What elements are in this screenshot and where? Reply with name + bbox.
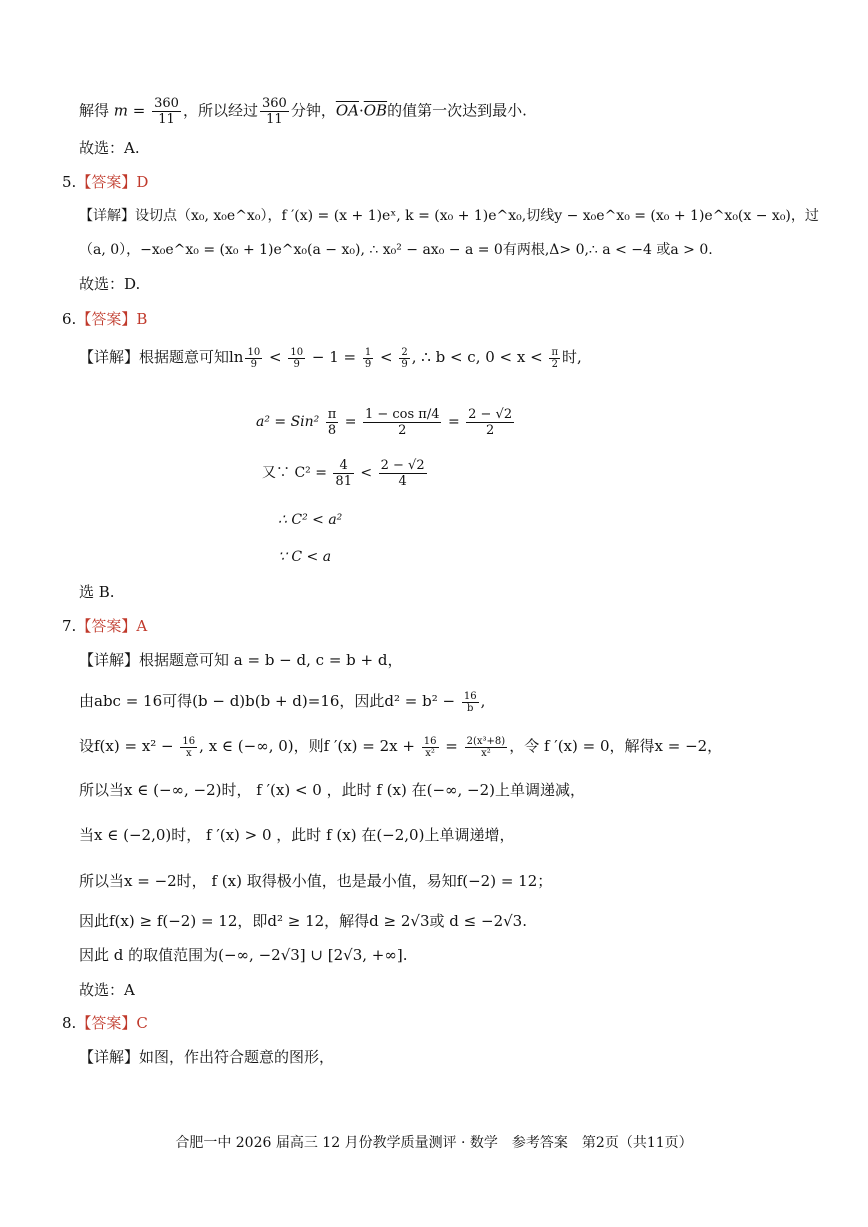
q7-l3-prefix: 设f(x) = x² − [79, 737, 174, 755]
q6-detail-line [79, 344, 582, 370]
q7-line-2 [79, 688, 485, 714]
q6-detail-prefix: 【详解】根据题意可知ln [79, 348, 244, 366]
q6-eq1-frac-2-num: 1 − cos π/4 [364, 406, 440, 422]
q6-frac-3-num: 1 [364, 346, 372, 358]
q7-l2-frac-num: 16 [463, 690, 477, 702]
q4-choice: 故选：A. [79, 139, 140, 157]
q7-l2-frac-den: b [467, 702, 474, 714]
q6-frac-3 [363, 347, 373, 370]
q7-line-8: 因此 d 的取值范围为(−∞, −2√3] ∪ [2√3, +∞]. [79, 946, 408, 964]
q6-eq2-lhs: 又∵ C² = [262, 465, 327, 481]
q7-line-4: 所以当x ∈ (−∞, −2)时， f ′(x) < 0 ，此时 f (x) 在(−∞, −2)上单调递减， [79, 781, 586, 799]
q5-detail-line-2: （a, 0），−x₀e^x₀ = (x₀ + 1)e^x₀(a − x₀), ∴ x₀² − ax₀ − a = 0有两根,Δ> 0,∴ a < −4 或a > 0. [79, 242, 713, 258]
q7-line-3 [79, 733, 722, 759]
q6-equation-1 [256, 402, 516, 442]
q6-frac-1-num: 10 [247, 346, 261, 358]
q7-l3-frac-1-num: 16 [182, 735, 196, 747]
q7-l3-frac-1 [180, 736, 197, 759]
q6-tail-text: 时, [562, 348, 582, 366]
q6-eq1-equals-1: = [344, 414, 357, 430]
q4-mid-text: ，所以经过 [182, 101, 258, 120]
q6-eq2-frac-1 [333, 458, 354, 489]
q6-eq2-frac-2-den: 4 [398, 473, 407, 489]
q6-eq2-frac-1-den: 81 [335, 473, 352, 489]
q7-l3-frac-1-den: x [185, 747, 192, 759]
q7-l3-frac-3 [465, 736, 508, 759]
q5-number: 5. [62, 173, 77, 191]
q6-eq1-frac-2 [363, 407, 442, 438]
q4-fraction-2 [260, 96, 289, 127]
q7-l3-post: ，令 f ′(x) = 0，解得x = −2， [509, 737, 723, 755]
q7-l3-frac-2 [422, 736, 439, 759]
q6-header [62, 309, 147, 329]
q7-l3-frac-3-num: 2(x³+8) [466, 735, 506, 747]
q5-choice: 故选：D. [79, 275, 141, 293]
q6-frac-2-num: 10 [290, 346, 304, 358]
q6-frac-4 [399, 347, 409, 370]
q7-number: 7. [62, 617, 77, 635]
q6-lt-1: < [268, 348, 282, 366]
q7-l2-prefix: 由abc = 16可得(b − d)b(b + d)=16，因此d² = b² − [79, 692, 456, 710]
q4-fraction-2-num: 360 [261, 96, 287, 111]
q6-minus-one: − 1 = [311, 348, 357, 366]
q6-eq1-frac-3 [466, 407, 514, 438]
q6-eq1-frac-1 [326, 407, 339, 438]
q6-frac-4-den: 9 [401, 358, 408, 370]
q6-eq1-frac-1-num: π [327, 406, 337, 422]
q6-frac-1-den: 9 [250, 358, 258, 370]
q6-eq1-frac-1-den: 8 [327, 422, 337, 438]
q7-l3-frac-2-num: 16 [423, 735, 437, 747]
q6-frac-4-num: 2 [401, 346, 408, 358]
q6-equation-2 [262, 455, 429, 491]
q7-l3-mid: , x ∈ (−∞, 0)，则f ′(x) = 2x + [199, 737, 415, 755]
q6-frac-3-den: 9 [364, 358, 372, 370]
q6-equation-4: ∵ C < a [278, 549, 332, 565]
q7-choice: 故选：A [79, 981, 135, 999]
q7-l3-frac-2-den: x² [425, 747, 435, 759]
q6-equation-3: ∴ C² < a² [278, 512, 343, 528]
q4-vector-oa: $\overline{OA}$ [335, 101, 359, 120]
page-footer: 合肥一中 2026 届高三 12 月份教学质量测评 · 数学 参考答案 第2页（共11页） [175, 1135, 693, 1151]
q7-l3-frac-3-den: x² [481, 747, 491, 759]
q6-frac-5-num: π [551, 346, 559, 358]
q6-eq1-frac-3-num: 2 − √2 [468, 406, 513, 422]
q7-header [62, 616, 147, 636]
q7-l2-post: , [480, 692, 486, 710]
q6-frac-5 [549, 347, 560, 370]
q6-frac-1 [245, 347, 262, 370]
q4-after-text: 分钟， [290, 101, 336, 120]
q6-frac-2-den: 9 [293, 358, 300, 370]
q6-eq1-lhs: a² = Sin² [256, 414, 320, 430]
q4-fraction-1-den: 11 [158, 112, 175, 127]
q4-fraction-1 [152, 96, 181, 127]
q6-eq2-frac-2-num: 2 − √2 [380, 457, 425, 473]
q6-choice: 选 B. [79, 583, 115, 601]
q8-line-1: 【详解】如图，作出符合题意的图形， [79, 1048, 335, 1066]
q7-line-1: 【详解】根据题意可知 a = b − d, c = b + d， [79, 651, 403, 669]
q6-frac-2 [288, 347, 305, 370]
q8-header [62, 1013, 148, 1033]
q7-line-5: 当x ∈ (−2,0)时， f ′(x) > 0 ，此时 f (x) 在(−2,0)上单调递增， [79, 826, 515, 844]
q5-answer-tag: 【答案】D [76, 173, 149, 191]
q4-solve-line: 解得 m = $\frac{360}{11}$ ，所以经过 $\frac{360}{11}$ 分钟，$\overline{OA}\cdot\overline{OB}$的值第一次达到最小. [79, 96, 527, 127]
q6-eq1-equals-2: = [447, 414, 460, 430]
q4-solve-prefix: 解得 [79, 101, 110, 120]
q8-number: 8. [62, 1014, 77, 1032]
q4-end-text: 的值第一次达到最小. [387, 101, 527, 120]
q7-line-6: 所以当x = −2时， f (x) 取得极小值，也是最小值，易知f(−2) = 12； [79, 872, 553, 890]
q6-lt-2: < [380, 348, 393, 366]
q4-vector-ob: $\overline{OB}$ [363, 101, 388, 120]
q6-number: 6. [62, 310, 77, 328]
q5-header [62, 172, 148, 192]
q7-line-7: 因此f(x) ≥ f(−2) = 12，即d² ≥ 12，解得d ≥ 2√3或 d ≤ −2√3. [79, 912, 527, 930]
q6-frac-5-den: 2 [551, 358, 558, 370]
q6-mid-text: , ∴ b < c, 0 < x < [411, 348, 543, 366]
q6-eq1-frac-3-den: 2 [485, 422, 495, 438]
q6-eq1-frac-2-den: 2 [398, 422, 407, 438]
q6-eq2-frac-1-num: 4 [333, 458, 354, 474]
q7-l3-equals: = [445, 737, 458, 755]
q6-answer-tag: 【答案】B [76, 310, 148, 328]
q7-l2-frac [462, 691, 479, 714]
q7-answer-tag: 【答案】A [76, 617, 148, 635]
q4-m-variable: m [113, 101, 129, 120]
q5-detail-line-1: 【详解】设切点（x₀, x₀e^x₀），f ′(x) = (x + 1)eˣ, k = (x₀ + 1)e^x₀,切线y − x₀e^x₀ = (x₀ + 1)e^x₀(x − x₀)，过 [79, 208, 819, 224]
q6-eq2-frac-2 [379, 458, 427, 489]
q8-answer-tag: 【答案】C [76, 1014, 148, 1032]
q4-fraction-2-den: 11 [266, 112, 283, 127]
q6-eq2-lt: < [360, 465, 373, 481]
q4-fraction-1-num: 360 [154, 96, 179, 111]
